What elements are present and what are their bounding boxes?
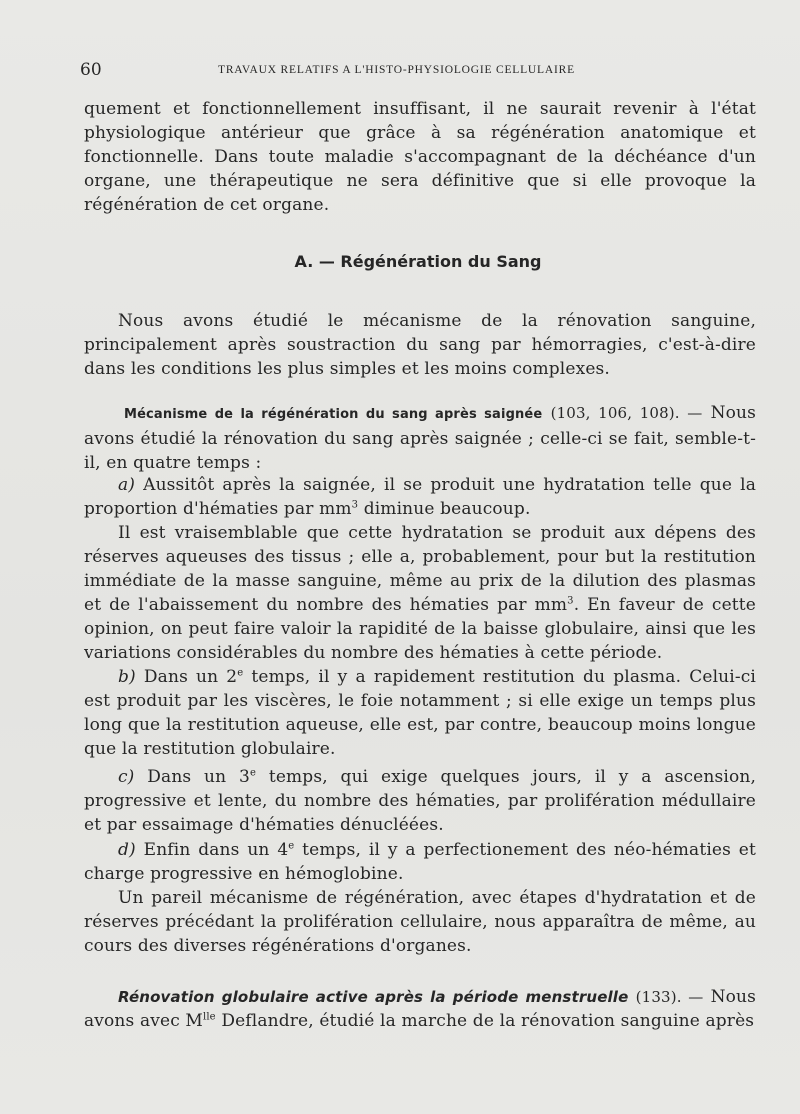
step-a-sup: 3 [351,499,359,511]
renovation-sup: lle [202,1011,216,1023]
renovation-text-1: Nous avons avec M [84,987,756,1031]
runin-heading-mecanisme: Mécanisme de la régénération du sang après saignée [124,407,543,422]
running-title: TRAVAUX RELATIFS A L'HISTO-PHYSIOLOGIE CELLULAIRE [218,64,575,76]
step-a-text-1: Aussitôt après la saignée, il se produit une hydratation telle que la proportion d'hématies par mm [84,475,756,519]
references-renovation: (133). — [635,988,704,1006]
il-est-sup: 3 [567,595,574,607]
paragraph-step-a [84,473,756,521]
il-est-text-1: Il est vraisemblable que cette hydratation se produit aux dépens des réserves aqueuses des tissus ; elle a, probablement, pour but la restitution immédiate de la masse sanguine, même au prix de la dilution des plasmas et de l'abaissement du nombre des hématies par mm [84,523,756,615]
step-a-marker: a) [118,475,136,495]
step-d-marker: d) [118,840,136,860]
renovation-text-2: Deflandre, étudié la marche de la rénovation sanguine après [221,1011,755,1031]
step-c-text-2: temps, qui exige quelques jours, il y a ascension, progressive et lente, du nombre des hématies, par prolifération médullaire et par essaimage d'hématies dénucléées. [84,767,756,835]
paragraph-intro: quement et fonctionnellement insuffisant, il ne saurait revenir à l'état physiologique antérieur que grâce à sa régénération anatomique et fonctionnelle. Dans toute maladie s'accompagnant de la déchéance d'un organe, une thérapeutique ne sera définitive que si elle provoque la régénération de cet organe. [84,99,756,215]
step-b-text-1: Dans un 2 [143,667,238,687]
page-header [80,60,760,82]
il-est-text-2: . En faveur de cette opinion, on peut faire valoir la rapidité de la baisse globulaire, ainsi que les variations considérables du nombre des hématies à cette période. [84,595,756,663]
paragraph-mecanisme [84,401,756,475]
step-d-text-2: temps, il y a perfectionement des néo-hématies et charge progressive en hémoglobine. [84,840,756,884]
paragraph-renovation [84,985,756,1033]
step-b-marker: b) [118,667,136,687]
paragraph-step-d [84,838,756,886]
page-number: 60 [80,60,102,80]
text-mecanisme: Nous avons étudié la rénovation du sang après saignée ; celle-ci se fait, semble-t-il, en quatre temps : [84,403,757,473]
step-a-text-2: diminue beaucoup. [363,499,531,519]
section-heading: A. — Régénération du Sang [294,252,542,271]
step-d-text-1: Enfin dans un 4 [143,840,289,860]
paragraph-un-pareil: Un pareil mécanisme de régénération, avec étapes d'hydratation et de réserves précédant la prolifération cellulaire, nous apparaîtra de même, au cours des diverses régénérations d'organes. [84,888,756,956]
step-c-text-1: Dans un 3 [147,767,250,787]
paragraph-nous-avons: Nous avons étudié le mécanisme de la rénovation sanguine, principalement après soustraction du sang par hémorragies, c'est-à-dire dans les conditions les plus simples et les moins complexes. [84,311,756,379]
references-mecanisme: (103, 106, 108). — [550,404,703,422]
paragraph-step-b [84,665,756,761]
paragraph-step-c [84,765,756,837]
runin-heading-renovation: Rénovation globulaire active après la période menstruelle [118,988,629,1006]
step-c-marker: c) [118,767,135,787]
step-d-sup: e [288,840,295,852]
step-b-text-2: temps, il y a rapidement restitution du plasma. Celui-ci est produit par les viscères, le foie notamment ; si elle exige un temps plus long que la restitution aqueuse, elle est, par contre, beaucoup moins longue que la restitution globulaire. [84,667,756,759]
step-c-sup: e [249,767,257,779]
step-b-sup: e [237,667,244,679]
paragraph-il-est [84,521,756,665]
